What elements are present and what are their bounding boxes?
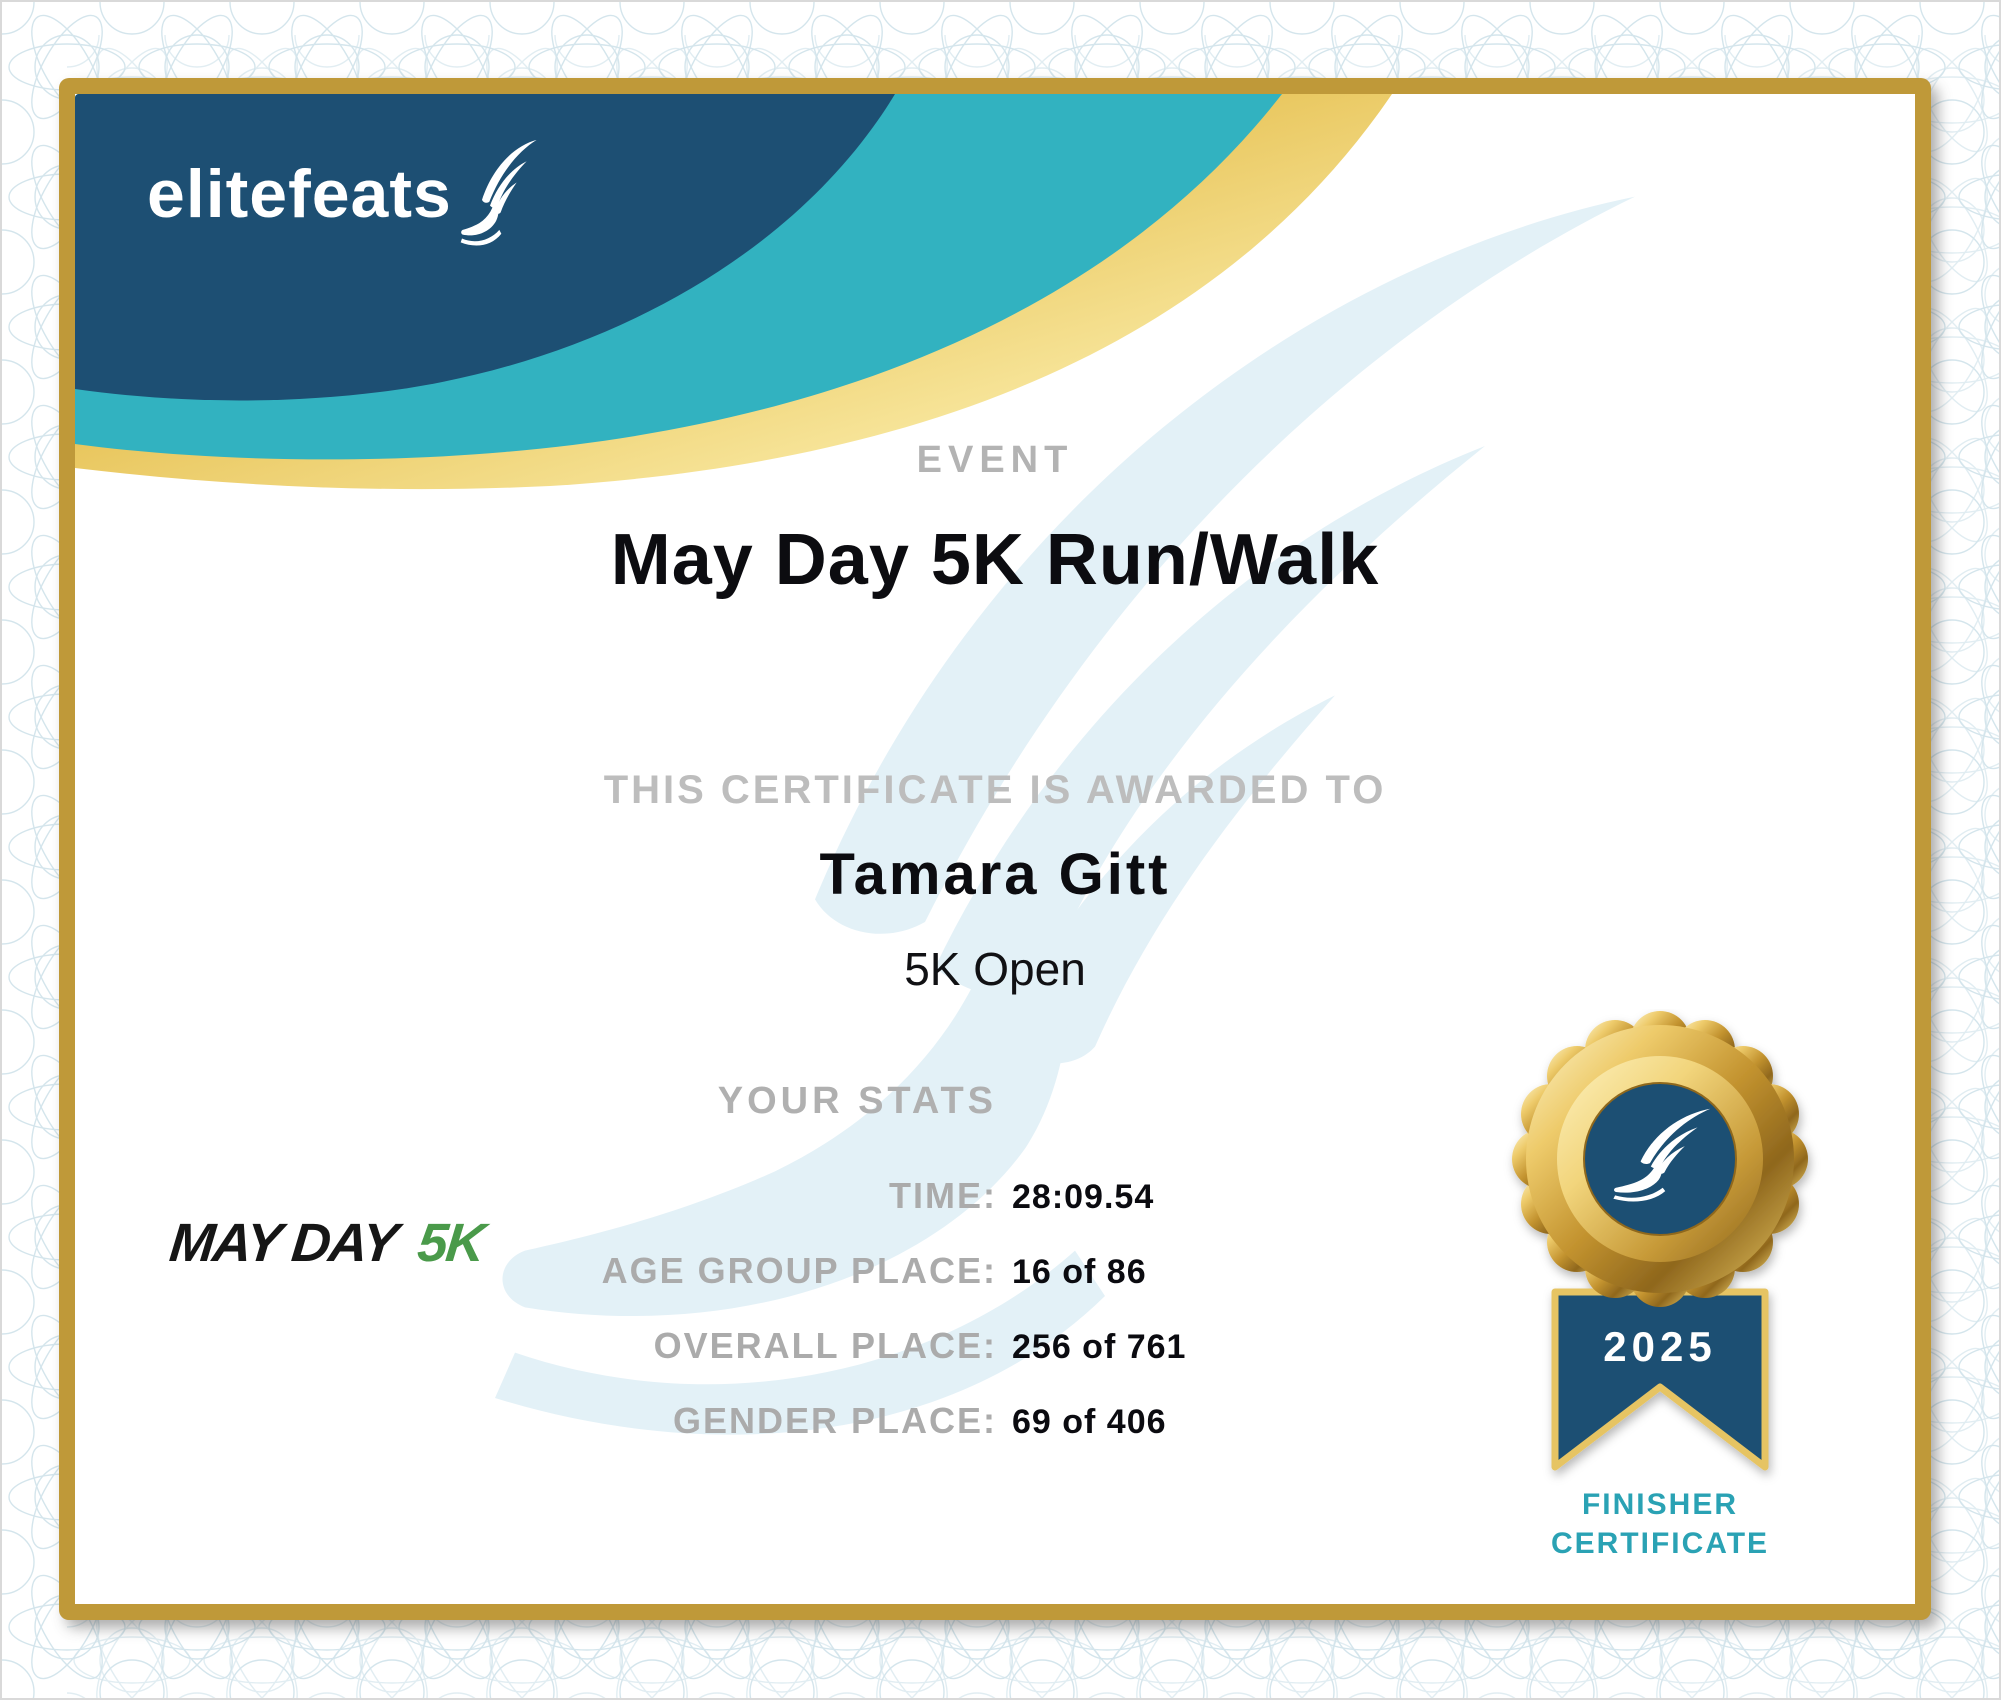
medal-caption-line1: FINISHER (1581, 1488, 1738, 1521)
stat-value: 28:09.54 (1012, 1178, 1155, 1216)
stats-section (75, 1082, 1575, 1478)
medal-caption-line2: CERTIFICATE (1550, 1527, 1770, 1560)
stat-label: OVERALL PLACE: (653, 1325, 997, 1366)
medal-ribbon (1555, 1292, 1765, 1467)
event-logo-accent: 5K (414, 1213, 487, 1273)
stat-label: AGE GROUP PLACE: (601, 1250, 997, 1291)
medal-caption (1495, 1485, 1825, 1563)
stat-value: 256 of 761 (1012, 1328, 1187, 1366)
brand-logo-text: elitefeats (147, 156, 452, 232)
brand-winged-foot-icon (458, 138, 538, 254)
brand-logo (147, 138, 538, 254)
certificate-body (75, 94, 1915, 1604)
stats-section-label: YOUR STATS (717, 1080, 997, 1122)
recipient-name: Tamara Gitt (819, 842, 1171, 907)
stat-value: 69 of 406 (1012, 1403, 1167, 1441)
division-name: 5K Open (904, 943, 1086, 995)
event-logo-text: MAY DAY (166, 1213, 399, 1273)
medal-rosette (1512, 1011, 1808, 1307)
awarded-label: THIS CERTIFICATE IS AWARDED TO (603, 768, 1387, 812)
stat-value: 16 of 86 (1012, 1253, 1147, 1291)
event-label: EVENT (916, 439, 1074, 481)
event-logo (166, 1213, 487, 1273)
stat-row-time (75, 1175, 1575, 1216)
medal-year: 2025 (1603, 1323, 1717, 1370)
stat-label: TIME: (889, 1175, 997, 1216)
stat-label: GENDER PLACE: (672, 1400, 997, 1441)
stat-row-overall-place (75, 1325, 1575, 1366)
gold-frame (59, 78, 1931, 1620)
stat-row-gender-place (75, 1400, 1575, 1441)
event-name: May Day 5K Run/Walk (610, 520, 1380, 600)
